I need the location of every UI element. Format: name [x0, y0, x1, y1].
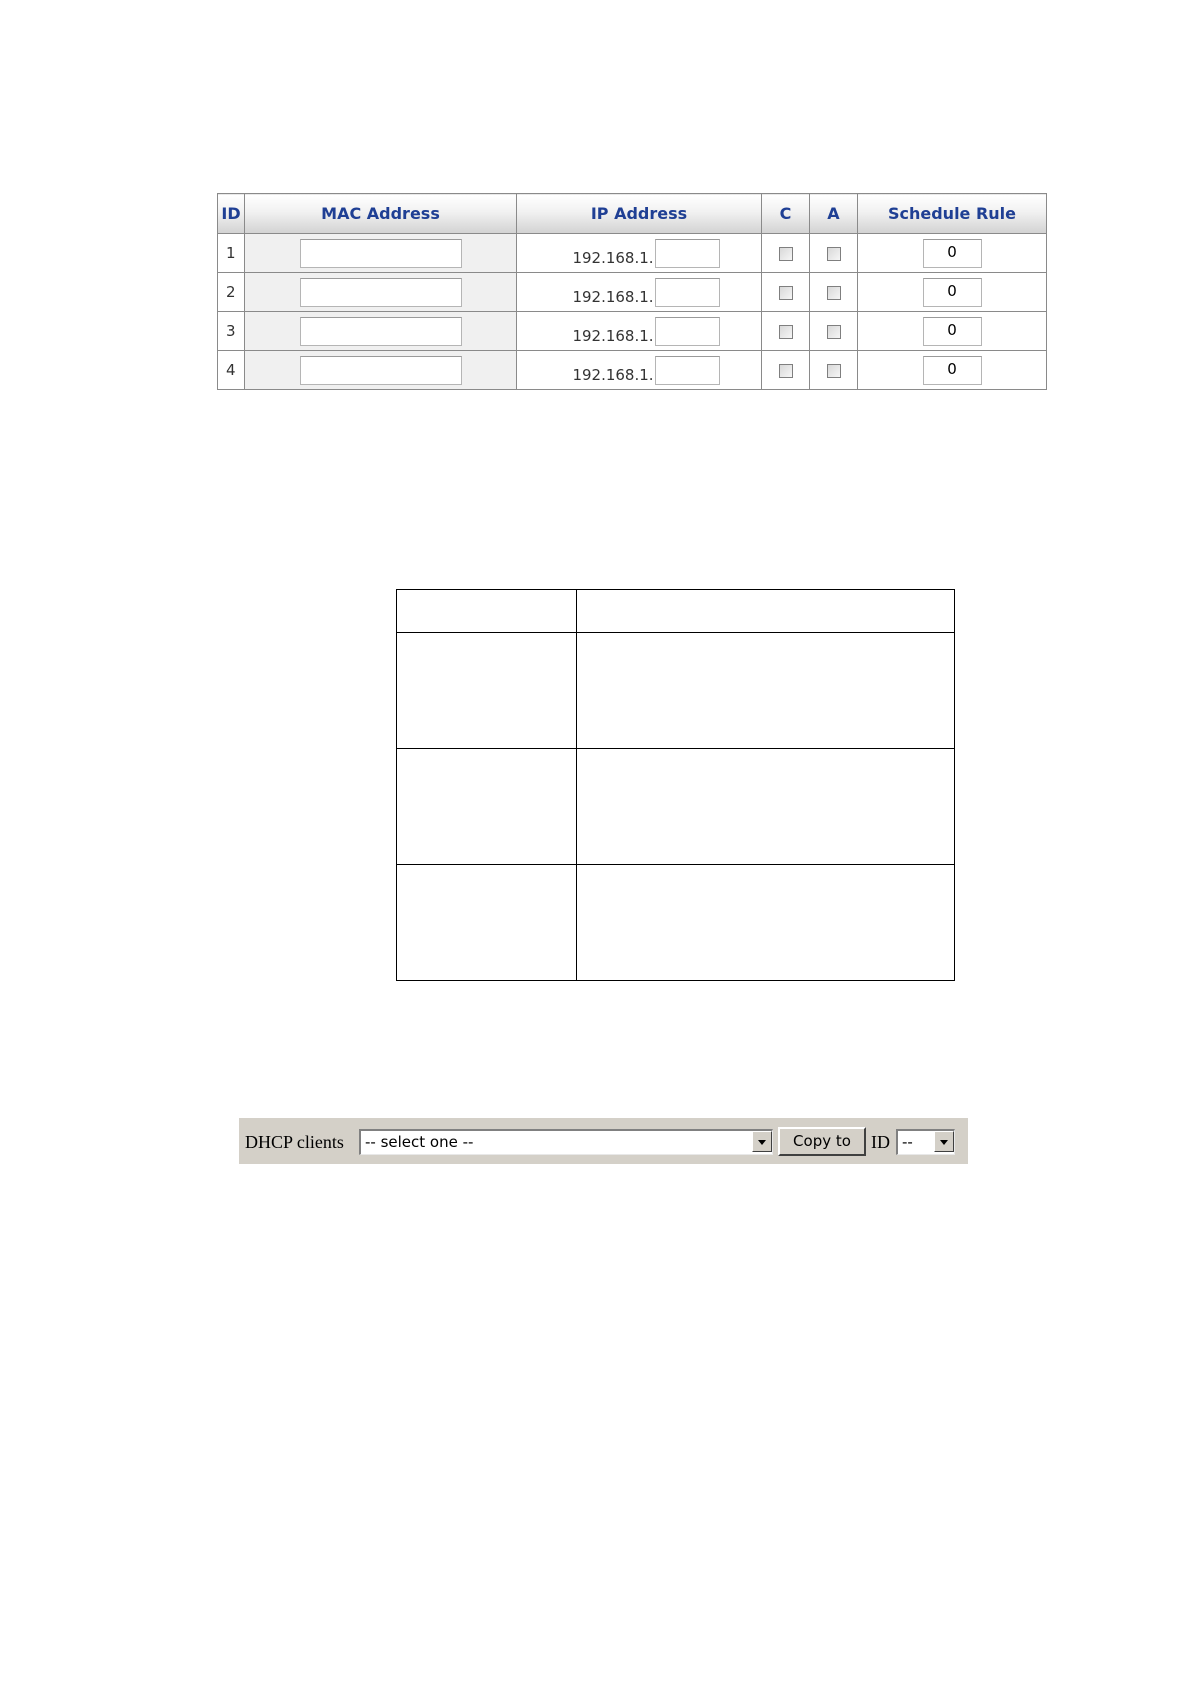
rule-cell [858, 351, 1047, 390]
dhcp-clients-bar [239, 1118, 968, 1164]
description-cell [397, 633, 577, 749]
id-select-value: -- [902, 1133, 913, 1151]
a-checkbox[interactable] [827, 247, 841, 261]
c-cell [762, 351, 810, 390]
description-cell [397, 590, 577, 633]
header-schedule-rule: Schedule Rule [858, 194, 1047, 234]
rule-cell [858, 312, 1047, 351]
dhcp-clients-select[interactable] [359, 1129, 773, 1155]
row-id: 3 [218, 312, 245, 351]
description-cell [397, 865, 577, 981]
id-select[interactable] [896, 1129, 955, 1155]
dhcp-clients-select-value: -- select one -- [365, 1133, 474, 1151]
ip-cell [517, 312, 762, 351]
a-checkbox[interactable] [827, 286, 841, 300]
schedule-rule-input[interactable]: 0 [923, 278, 982, 307]
row-id: 1 [218, 234, 245, 273]
dhcp-clients-label: DHCP clients [245, 1132, 344, 1152]
description-cell [397, 749, 577, 865]
ip-cell [517, 351, 762, 390]
header-id: ID [218, 194, 245, 234]
mac-address-input[interactable] [300, 278, 462, 307]
description-table-row [397, 749, 955, 865]
row-id: 2 [218, 273, 245, 312]
ip-suffix-input[interactable] [655, 278, 720, 307]
mac-cell [245, 273, 517, 312]
rule-cell [858, 273, 1047, 312]
table-header-row [218, 194, 1047, 234]
c-checkbox[interactable] [779, 364, 793, 378]
a-cell [810, 273, 858, 312]
table-row [218, 273, 1047, 312]
c-cell [762, 273, 810, 312]
c-checkbox[interactable] [779, 247, 793, 261]
ip-prefix: 192.168.1. [572, 249, 654, 267]
header-c: C [762, 194, 810, 234]
ip-prefix: 192.168.1. [572, 288, 654, 306]
description-table [396, 589, 955, 981]
description-cell [577, 633, 955, 749]
copy-to-button[interactable]: Copy to [778, 1127, 866, 1156]
description-cell [577, 749, 955, 865]
row-id: 4 [218, 351, 245, 390]
a-cell [810, 312, 858, 351]
a-cell [810, 351, 858, 390]
header-ip-address: IP Address [517, 194, 762, 234]
description-cell [577, 590, 955, 633]
schedule-rule-input[interactable]: 0 [923, 356, 982, 385]
ip-prefix: 192.168.1. [572, 366, 654, 384]
ip-cell [517, 234, 762, 273]
ip-suffix-input[interactable] [655, 317, 720, 346]
id-label: ID [871, 1132, 890, 1152]
chevron-down-icon[interactable] [934, 1131, 954, 1152]
description-table-header-row [397, 590, 955, 633]
mac-cell [245, 234, 517, 273]
c-checkbox[interactable] [779, 286, 793, 300]
mac-cell [245, 351, 517, 390]
a-cell [810, 234, 858, 273]
schedule-rule-input[interactable]: 0 [923, 239, 982, 268]
c-cell [762, 234, 810, 273]
chevron-down-icon[interactable] [752, 1131, 772, 1152]
description-cell [577, 865, 955, 981]
mac-address-input[interactable] [300, 317, 462, 346]
a-checkbox[interactable] [827, 364, 841, 378]
description-table-row [397, 633, 955, 749]
ip-cell [517, 273, 762, 312]
header-mac-address: MAC Address [245, 194, 517, 234]
table-row [218, 234, 1047, 273]
header-a: A [810, 194, 858, 234]
mac-filter-table [217, 193, 1047, 390]
mac-address-input[interactable] [300, 239, 462, 268]
ip-suffix-input[interactable] [655, 356, 720, 385]
ip-prefix: 192.168.1. [572, 327, 654, 345]
description-table-row [397, 865, 955, 981]
rule-cell [858, 234, 1047, 273]
table-row [218, 351, 1047, 390]
table-row [218, 312, 1047, 351]
schedule-rule-input[interactable]: 0 [923, 317, 982, 346]
mac-cell [245, 312, 517, 351]
c-cell [762, 312, 810, 351]
c-checkbox[interactable] [779, 325, 793, 339]
mac-address-input[interactable] [300, 356, 462, 385]
ip-suffix-input[interactable] [655, 239, 720, 268]
a-checkbox[interactable] [827, 325, 841, 339]
